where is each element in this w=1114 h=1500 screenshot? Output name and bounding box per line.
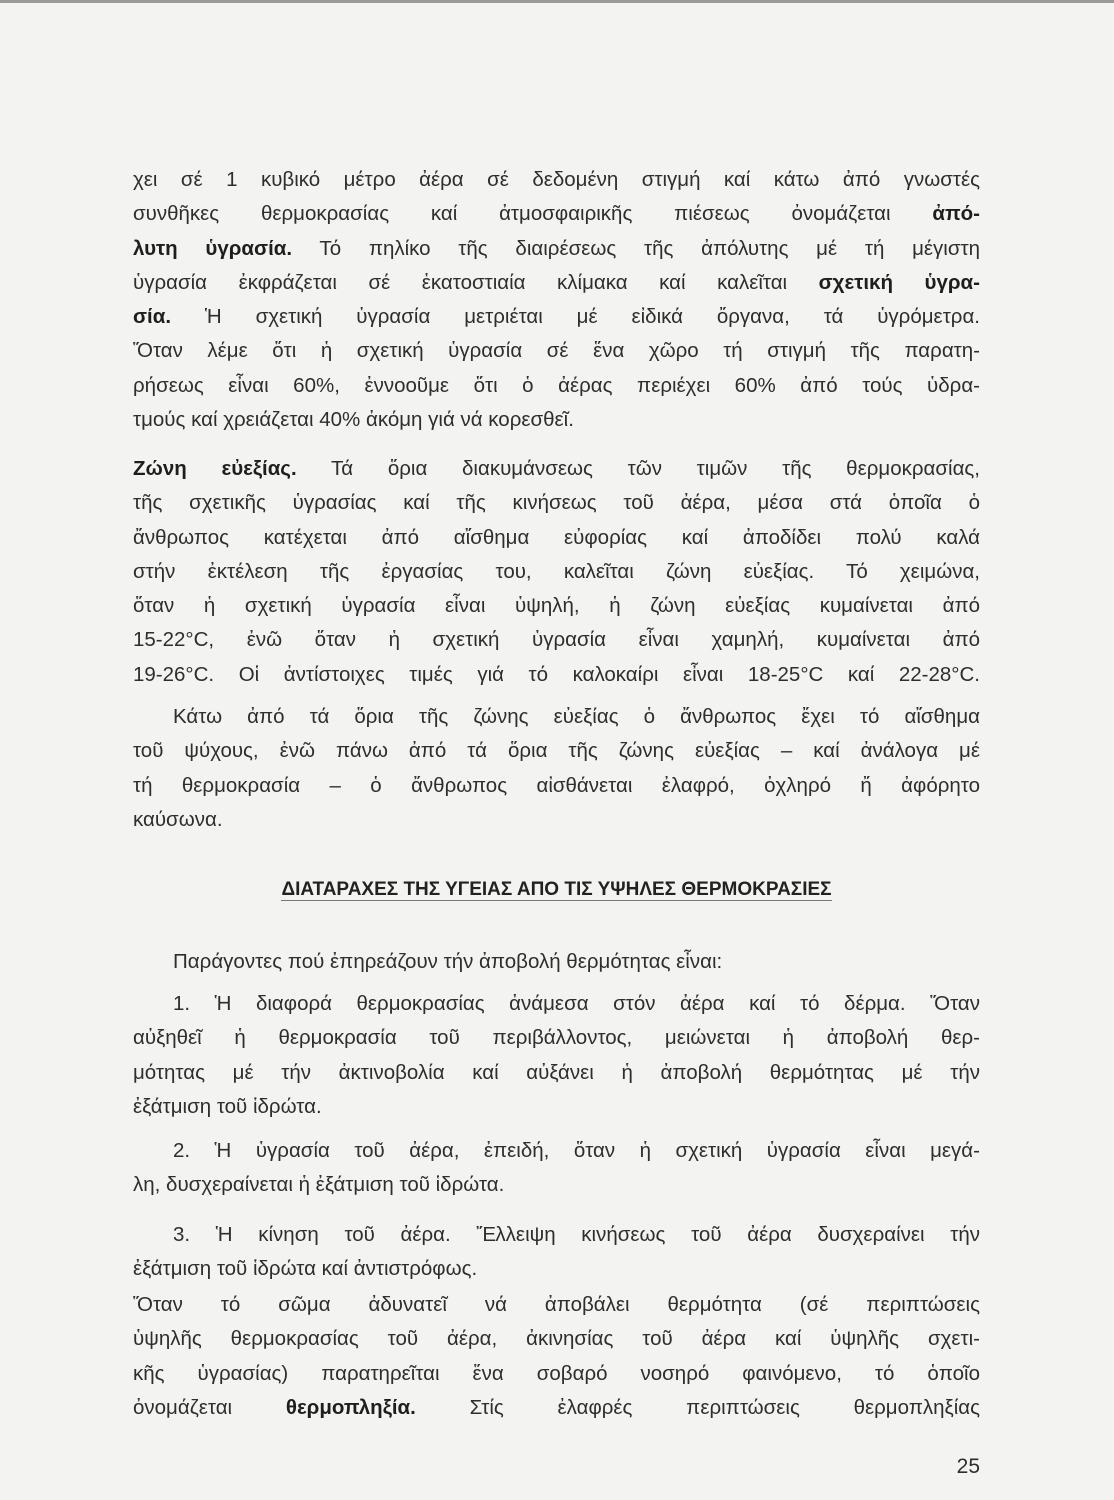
paragraph-comfort-zone	[133, 452, 980, 692]
bold-term: λυτη ὑγρασία.	[133, 236, 293, 260]
text-line: ὑψηλῆς θερμοκρασίας τοῦ ἀέρα, ἀκινησίας τοῦ ἀέρα καί ὑψηλῆς σχετι-	[133, 1327, 980, 1351]
section-heading	[133, 873, 980, 907]
text-line: 15-22°C, ἐνῶ ὅταν ἡ σχετική ὑγρασία εἶναι χαμηλή, κυμαίνεται ἀπό	[133, 628, 980, 652]
text-line: ὅταν ἡ σχετική ὑγρασία εἶναι ὑψηλή, ἡ ζώνη εὐεξίας κυμαίνεται ἀπό	[133, 594, 980, 618]
intro-paragraph	[133, 945, 980, 979]
text-line: 3. Ἡ κίνηση τοῦ ἀέρα. Ἔλλειψη κινήσεως τοῦ ἀέρα δυσχεραίνει τήν	[173, 1223, 980, 1246]
text: ὀνομάζεται	[133, 1395, 286, 1419]
paragraph-heatstroke	[133, 1288, 980, 1425]
text: συνθῆκες θερμοκρασίας καί ἀτμοσφαιρικῆς πιέσεως ὀνομάζεται	[133, 202, 933, 226]
text-line: Ὅταν τό σῶμα ἀδυνατεῖ νά ἀποβάλει θερμότητα (σέ περιπτώσεις	[133, 1293, 980, 1316]
text: Τά ὅρια διακυμάνσεως τῶν τιμῶν τῆς θερμοκρασίας,	[296, 457, 980, 480]
list-item-2	[133, 1134, 980, 1203]
text-line	[133, 452, 980, 486]
text-line: 19-26°C. Οἱ ἀντίστοιχες τιμές γιά τό καλοκαίρι εἶναι 18-25°C καί 22-28°C.	[133, 662, 980, 686]
text-line: τῆς σχετικῆς ὑγρασίας καί τῆς κινήσεως τοῦ ἀέρα, μέσα στά ὁποῖα ὁ	[133, 491, 980, 515]
text-line: κῆς ὑγρασίας) παρατηρεῖται ἕνα σοβαρό νοσηρό φαινόμενο, τό ὁποῖο	[133, 1361, 980, 1385]
text-line: καύσωνα.	[133, 807, 223, 831]
text-line: Κάτω ἀπό τά ὅρια τῆς ζώνης εὐεξίας ὁ ἄνθρωπος ἔχει τό αἴσθημα	[173, 705, 980, 728]
text-line	[133, 266, 980, 300]
text-line: χει σέ 1 κυβικό μέτρο ἀέρα σέ δεδομένη στιγμή καί κάτω ἀπό γνωστές	[133, 168, 980, 191]
text-line: ἄνθρωπος κατέχεται ἀπό αἴσθημα εὐφορίας καί ἀποδίδει πολύ καλά	[133, 525, 980, 549]
list-item-3	[133, 1218, 980, 1287]
list-item-1	[133, 987, 980, 1124]
text-line: τοῦ ψύχους, ἐνῶ πάνω ἀπό τά ὅρια τῆς ζώνης εὐεξίας – καί ἀνάλογα μέ	[133, 739, 980, 763]
bold-term: Ζώνη εὐεξίας.	[133, 457, 297, 480]
bold-term: σία.	[133, 305, 172, 329]
text-line: Παράγοντες πού ἐπηρεάζουν τήν ἀποβολή θερμότητας εἶναι:	[173, 950, 723, 973]
text-line: μότητας μέ τήν ἀκτινοβολία καί αὐξάνει ἡ ἀποβολή θερμότητας μέ τήν	[133, 1060, 980, 1084]
text: ὑγρασία ἐκφράζεται σέ ἑκατοστιαία κλίμακα καί καλεῖται	[133, 270, 819, 294]
paragraph-below-comfort	[133, 700, 980, 837]
text-line: τή θερμοκρασία – ὁ ἄνθρωπος αἰσθάνεται ἐλαφρό, ὀχληρό ἤ ἀφόρητο	[133, 773, 980, 797]
text-line	[133, 197, 980, 231]
text: Τό πηλίκο τῆς διαιρέσεως τῆς ἀπόλυτης μέ τή μέγιστη	[292, 236, 980, 260]
text: Ἡ σχετική ὑγρασία μετριέται μέ εἰδικά ὄργανα, τά ὑγρόμετρα.	[171, 305, 980, 329]
bold-term: σχετική ὑγρα-	[818, 270, 980, 294]
text-line: στήν ἐκτέλεση τῆς ἐργασίας του, καλεῖται ζώνη εὐεξίας. Τό χειμώνα,	[133, 559, 980, 583]
bold-term: θερμοπληξία.	[285, 1395, 416, 1419]
heading-text: ΔΙΑΤΑΡΑΧΕΣ ΤΗΣ ΥΓΕΙΑΣ ΑΠΟ ΤΙΣ ΥΨΗΛΕΣ ΘΕΡΜΟΚΡΑΣΙΕΣ	[281, 879, 832, 900]
text-line: 1. Ἡ διαφορά θερμοκρασίας ἀνάμεσα στόν ἀέρα καί τό δέρμα. Ὅταν	[173, 992, 980, 1015]
text-line	[133, 232, 980, 266]
text-line: 2. Ἡ ὑγρασία τοῦ ἀέρα, ἐπειδή, ὅταν ἡ σχετική ὑγρασία εἶναι μεγά-	[173, 1139, 980, 1162]
text-line: ἐξάτμιση τοῦ ἱδρώτα.	[133, 1094, 322, 1118]
scan-edge	[0, 0, 1114, 3]
text-line: λη, δυσχεραίνεται ἡ ἐξάτμιση τοῦ ἱδρώτα.	[133, 1173, 505, 1197]
text-line: ρήσεως εἶναι 60%, ἐννοοῦμε ὅτι ὁ ἀέρας περιέχει 60% ἀπό τούς ὑδρα-	[133, 373, 980, 397]
text-line	[133, 300, 980, 334]
text: Στίς ἐλαφρές περιπτώσεις θερμοπληξίας	[415, 1395, 980, 1419]
paragraph-absolute-humidity	[133, 163, 980, 437]
text-line: τμούς καί χρειάζεται 40% ἀκόμη γιά νά κορεσθεῖ.	[133, 408, 574, 432]
bold-term: ἀπό-	[932, 202, 980, 226]
page-number: 25	[956, 1455, 980, 1478]
text-line	[133, 1391, 980, 1425]
text-line: Ὅταν λέμε ὅτι ἡ σχετική ὑγρασία σέ ἕνα χῶρο τή στιγμή τῆς παρατη-	[133, 339, 980, 363]
text-line: αὐξηθεῖ ἡ θερμοκρασία τοῦ περιβάλλοντος, μειώνεται ἡ ἀποβολή θερ-	[133, 1026, 980, 1050]
text-line: ἐξάτμιση τοῦ ἱδρώτα καί ἀντιστρόφως.	[133, 1257, 478, 1281]
